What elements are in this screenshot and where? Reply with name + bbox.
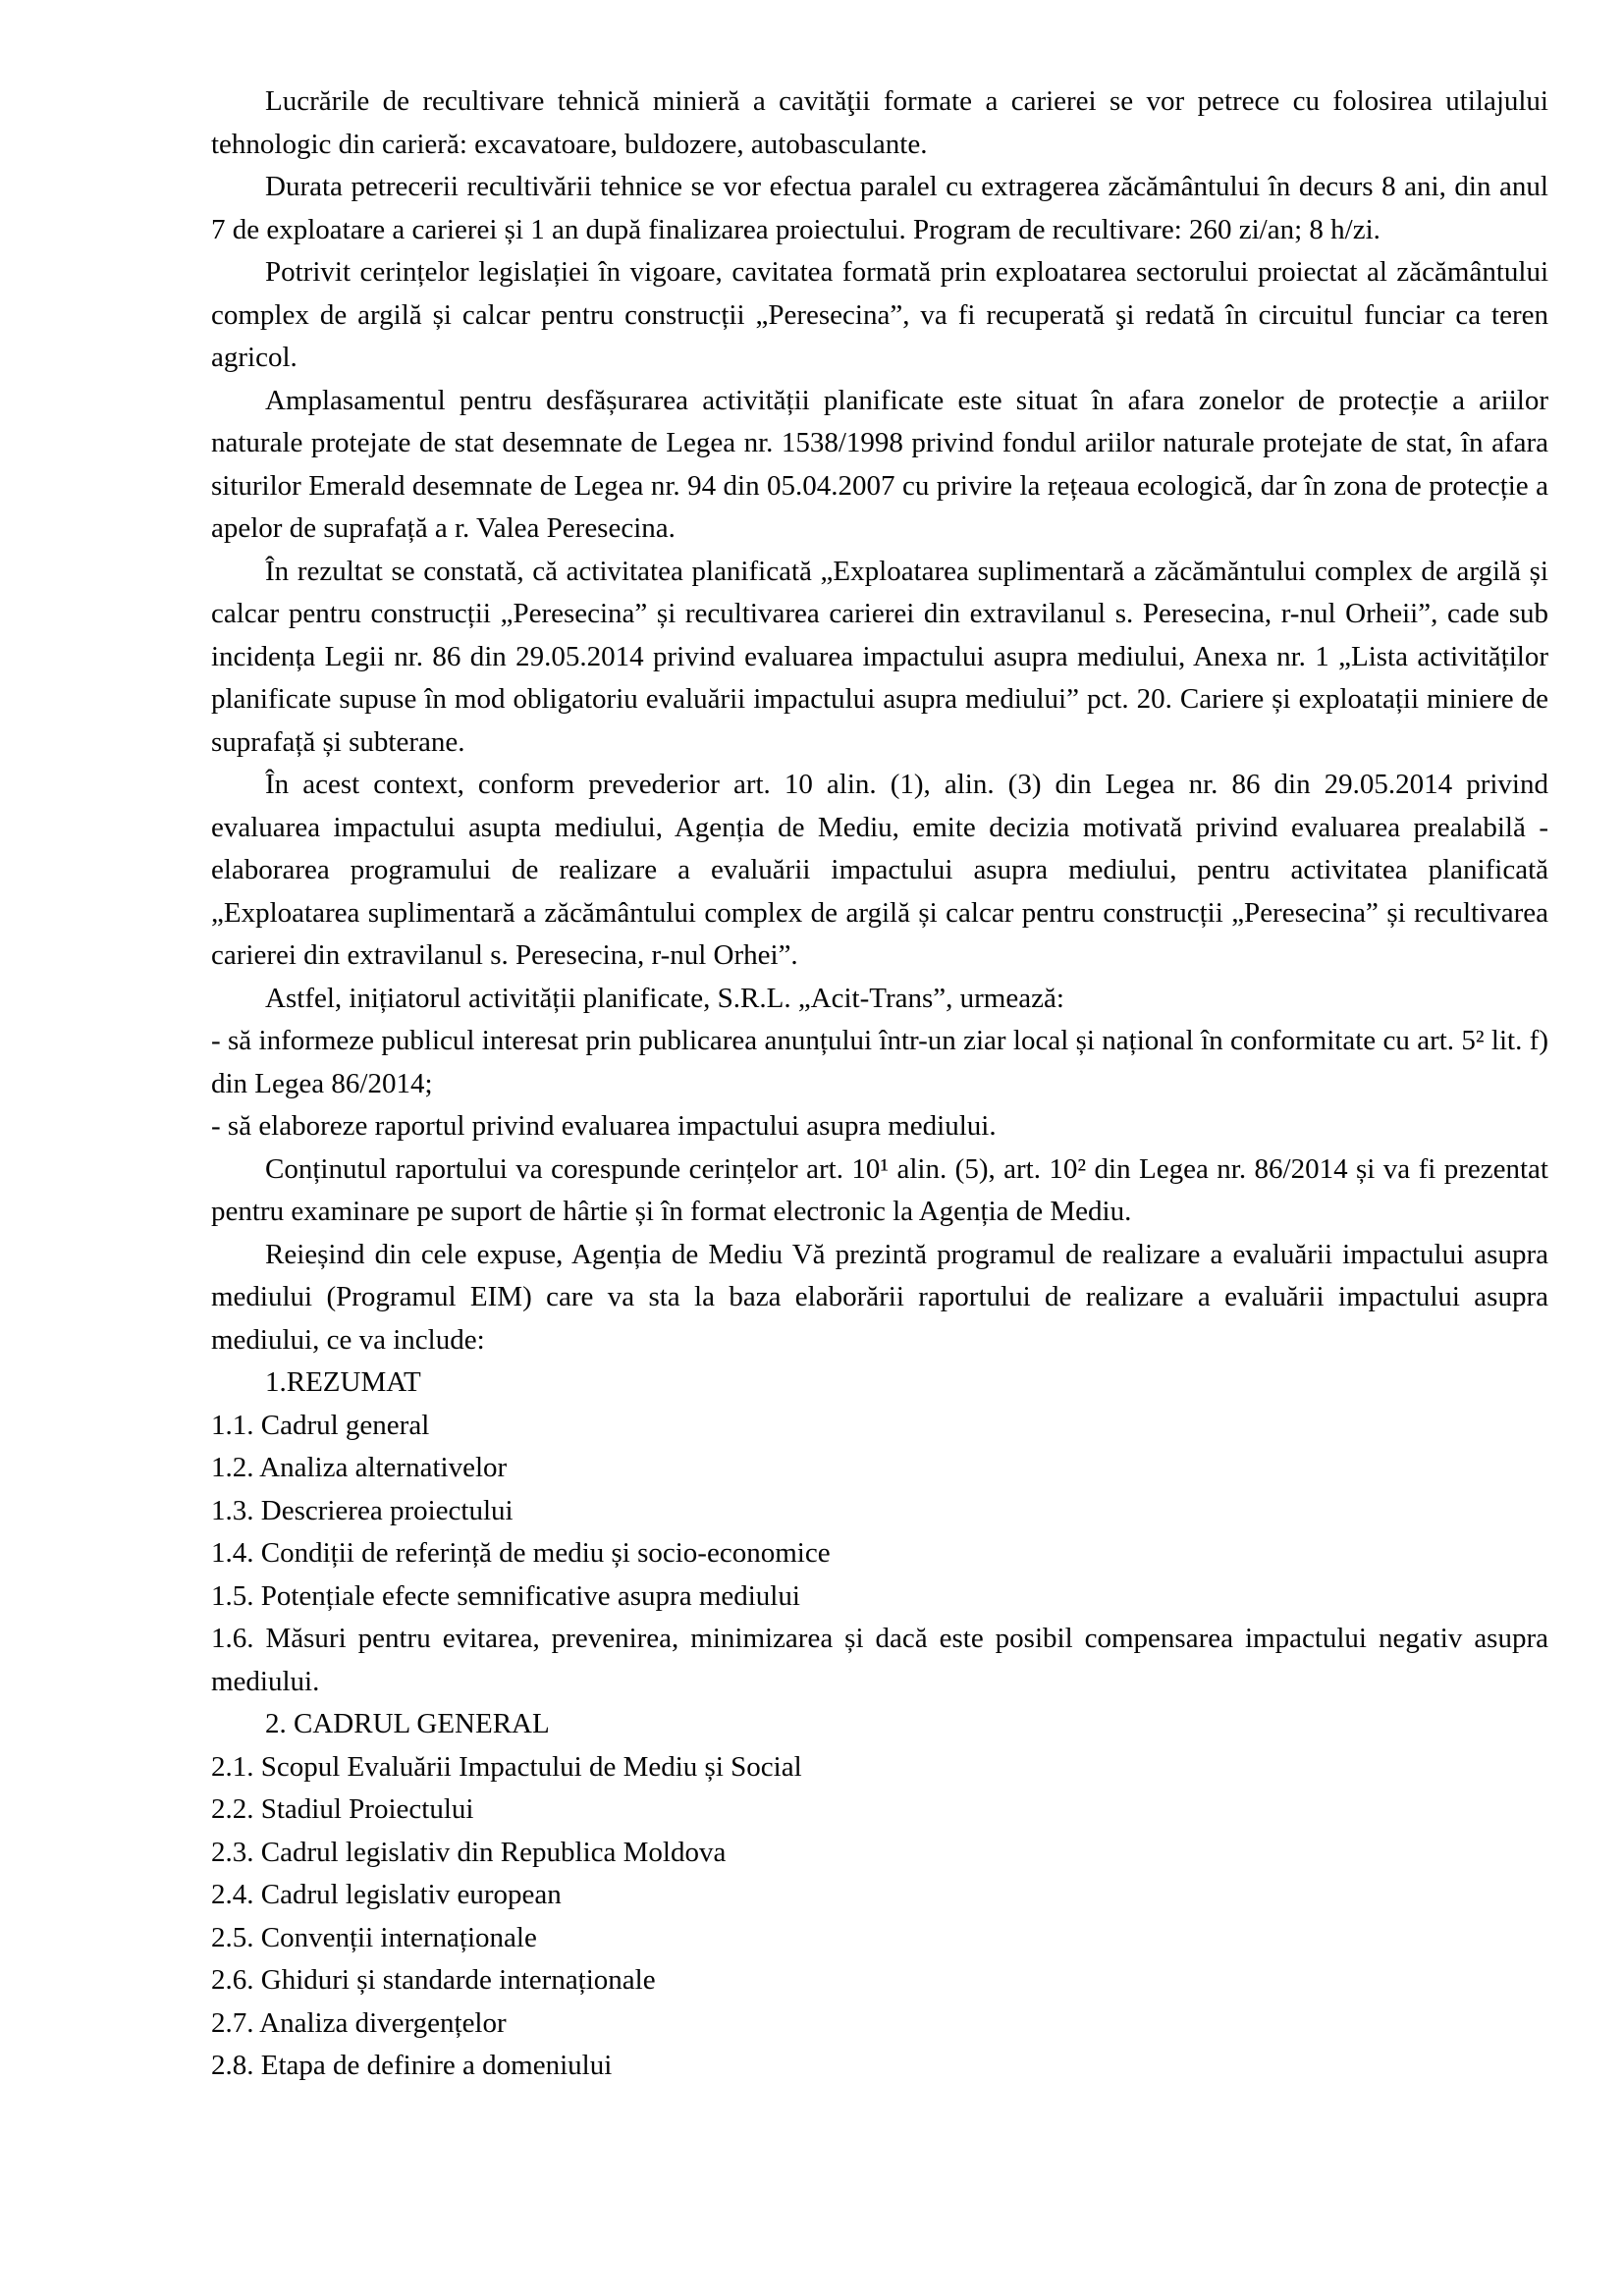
list-item: - să elaboreze raportul privind evaluarea impactului asupra mediului.	[211, 1110, 997, 1142]
paragraph: Astfel, inițiatorul activității planificate, S.R.L. „Acit-Trans”, urmează:	[265, 982, 1064, 1014]
paragraph: Conținutul raportului va corespunde cerințelor art. 10¹ alin. (5), art. 10² din Legea nr. 86/2014 și va fi prezentat pentru examinare pe suport de hârtie și în format electronic la Agenția de Mediu.	[211, 1152, 1548, 1227]
paragraph: Lucrările de recultivare tehnică minieră a cavităţii formate a carierei se vor petrece cu folosirea utilajului tehnologic din carieră: excavatoare, buldozere, autobasculante.	[211, 85, 1548, 160]
toc-item: 2.5. Convenții internaționale	[211, 1921, 537, 1953]
toc-item: 2.4. Cadrul legislativ european	[211, 1879, 562, 1910]
toc-item: 2.2. Stadiul Proiectului	[211, 1793, 474, 1825]
toc-item: 1.1. Cadrul general	[211, 1409, 430, 1441]
paragraph: Amplasamentul pentru desfășurarea activității planificate este situat în afara zonelor de protecție a ariilor naturale protejate de stat desemnate de Legea nr. 1538/1998 privind fondul ariilor naturale protejate de stat, în afara siturilor Emerald desemnate de Legea nr. 94 din 05.04.2007 cu privire la rețeaua ecologică, dar în zona de protecție a apelor de suprafață a r. Valea Peresecina.	[211, 384, 1548, 544]
toc-item: 2.6. Ghiduri și standarde internaționale	[211, 1964, 656, 1996]
toc-item: 1.2. Analiza alternativelor	[211, 1452, 508, 1483]
paragraph: Potrivit cerințelor legislației în vigoare, cavitatea formată prin exploatarea sectorului proiectat al zăcământului complex de argilă și calcar pentru construcții „Peresecina”, va fi recuperată şi redată în circuitul funciar ca teren agricol.	[211, 256, 1548, 373]
toc-item: 2.3. Cadrul legislativ din Republica Moldova	[211, 1836, 727, 1868]
list-item: - să informeze publicul interesat prin publicarea anunțului într-un ziar local și național în conformitate cu art. 5² lit. f) din Legea 86/2014;	[211, 1025, 1548, 1099]
toc-item: 1.4. Condiții de referință de mediu și socio-economice	[211, 1537, 831, 1569]
section-heading: 1.REZUMAT	[265, 1366, 421, 1398]
toc-item: 2.8. Etapa de definire a domeniului	[211, 2050, 613, 2081]
paragraph: Reieșind din cele expuse, Agenția de Mediu Vă prezintă programul de realizare a evaluării impactului asupra mediului (Programul EIM) care va sta la baza elaborării raportului de realizare a evaluării impactului asupra mediului, ce va include:	[211, 1238, 1548, 1356]
section-heading: 2. CADRUL GENERAL	[265, 1708, 550, 1739]
paragraph: În rezultat se constată, că activitatea planificată „Exploatarea suplimentară a zăcămăntului complex de argilă și calcar pentru construcții „Peresecina” și recultivarea carierei din extravilanul s. Peresecina, r-nul Orheii”, cade sub incidența Legii nr. 86 din 29.05.2014 privind evaluarea impactului asupra mediului, Anexa nr. 1 „Lista activităților planificate supuse în mod obligatoriu evaluării impactului asupra mediului” pct. 20. Cariere și exploatații miniere de suprafață și subterane.	[211, 555, 1548, 758]
paragraph: Durata petrecerii recultivării tehnice se vor efectua paralel cu extragerea zăcământului în decurs 8 ani, din anul 7 de exploatare a carierei și 1 an după finalizarea proiectului. Program de recultivare: 260 zi/an; 8 h/zi.	[211, 171, 1548, 245]
toc-item: 1.3. Descrierea proiectului	[211, 1494, 514, 1526]
toc-item: 2.7. Analiza divergențelor	[211, 2006, 507, 2039]
toc-item: 1.6. Măsuri pentru evitarea, prevenirea, minimizarea și dacă este posibil compensarea impactului negativ asupra mediului.	[211, 1623, 1548, 1697]
toc-item: 2.1. Scopul Evaluării Impactului de Mediu și Social	[211, 1750, 802, 1783]
toc-item: 1.5. Potențiale efecte semnificative asupra mediului	[211, 1579, 800, 1612]
paragraph: În acest context, conform prevederior art. 10 alin. (1), alin. (3) din Legea nr. 86 din 29.05.2014 privind evaluarea impactului asupta mediului, Agenția de Mediu, emite decizia motivată privind evaluarea prealabilă - elaborarea programului de realizare a evaluării impactului asupra mediului, pentru activitatea planificată „Exploatarea suplimentară a zăcământului complex de argilă și calcar pentru construcții „Peresecina” și recultivarea carierei din extravilanul s. Peresecina, r-nul Orhei”.	[211, 769, 1548, 971]
